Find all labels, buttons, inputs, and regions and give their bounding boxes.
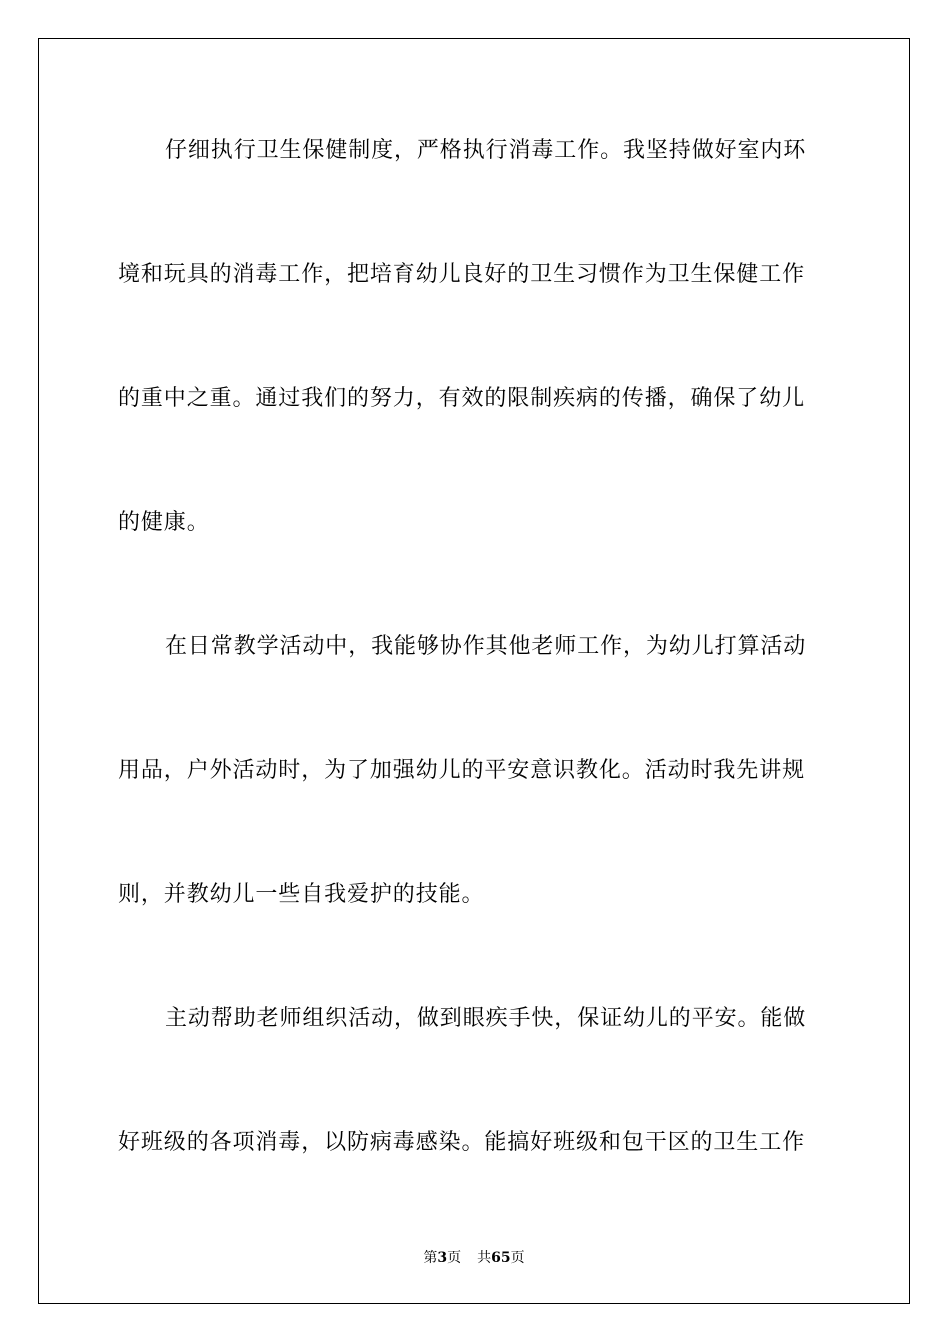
page-prefix: 第 [423,1250,438,1266]
paragraph-1-line-1: 仔细执行卫生保健制度，严格执行消毒工作。我坚持做好室内环 [165,138,807,163]
paragraph-3-line-1: 主动帮助老师组织活动，做到眼疾手快，保证幼儿的平安。能做 [165,1006,807,1031]
total-pages: 65 [491,1250,511,1266]
paragraph-2-line-1: 在日常教学活动中，我能够协作其他老师工作，为幼儿打算活动 [165,634,807,659]
document-page [38,38,910,1304]
paragraph-2-line-3: 则，并教幼儿一些自我爱护的技能。 [118,882,485,907]
paragraph-1-line-3: 的重中之重。通过我们的努力，有效的限制疾病的传播，确保了幼儿 [118,386,806,411]
paragraph-1-line-4: 的健康。 [118,510,210,535]
paragraph-3-line-2: 好班级的各项消毒，以防病毒感染。能搞好班级和包干区的卫生工作 [118,1130,806,1155]
total-suffix: 页 [510,1250,525,1266]
page-suffix: 页 [447,1250,462,1266]
total-prefix: 共 [477,1250,492,1266]
page-footer [39,1249,909,1267]
paragraph-2-line-2: 用品，户外活动时，为了加强幼儿的平安意识教化。活动时我先讲规 [118,758,806,783]
page-number: 3 [437,1250,448,1266]
paragraph-1-line-2: 境和玩具的消毒工作，把培育幼儿良好的卫生习惯作为卫生保健工作 [118,262,806,287]
